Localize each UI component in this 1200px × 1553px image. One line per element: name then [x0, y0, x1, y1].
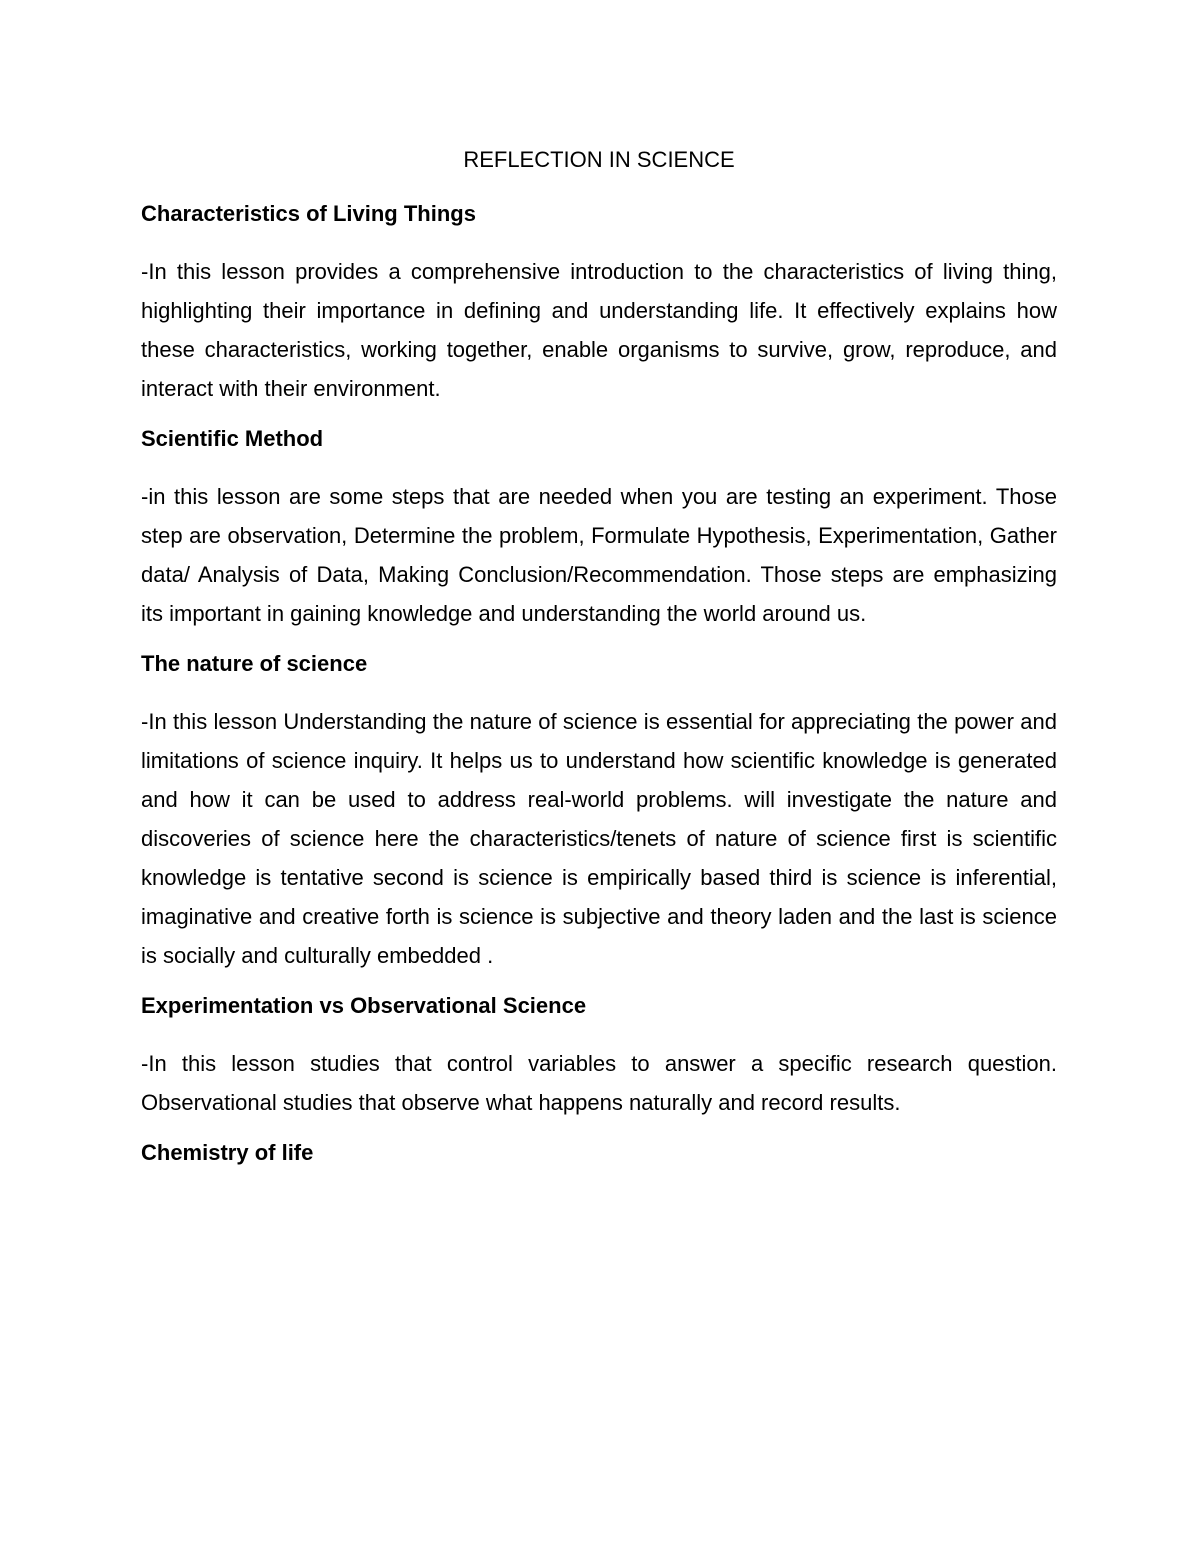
section-heading: Scientific Method [141, 426, 324, 451]
section-scientific-method [141, 423, 1057, 633]
section-heading: Chemistry of life [141, 1140, 314, 1165]
section-body: -In this lesson Understanding the nature of science is essential for appreciating the power and limitations of science inquiry. It helps us to understand how scientific knowledge is generated and how it can be used to address real-world problems. will investigate the nature and discoveries of science here the characteristics/tenets of nature of science first is scientific knowledge is tentative second is science is empirically based third is science is inferential, imaginative and creative forth is science is subjective and theory laden and the last is science is socially and culturally embedded . [141, 709, 1057, 968]
section-heading: Experimentation vs Observational Science [141, 993, 587, 1018]
section-characteristics-of-living-things [141, 198, 1057, 408]
section-experimentation-vs-observational [141, 990, 1057, 1122]
section-nature-of-science [141, 648, 1057, 975]
document-title: REFLECTION IN SCIENCE [463, 147, 735, 172]
section-heading: Characteristics of Living Things [141, 201, 476, 226]
section-body: -in this lesson are some steps that are needed when you are testing an experiment. Those step are observation, Determine the problem, Formulate Hypothesis, Experimentation, Gather data/ Analysis of Data, Making Conclusion/Recommendation. Those steps are emphasizing its important in gaining knowledge and understanding the world around us. [141, 484, 1057, 626]
section-body: -In this lesson studies that control variables to answer a specific research question. Observational studies that observe what happens naturally and record results. [141, 1051, 1057, 1115]
section-heading: The nature of science [141, 651, 368, 676]
section-body: -In this lesson provides a comprehensive introduction to the characteristics of living thing, highlighting their importance in defining and understanding life. It effectively explains how these characteristics, working together, enable organisms to survive, grow, reproduce, and interact with their environment. [141, 259, 1057, 401]
section-chemistry-of-life [141, 1137, 1057, 1169]
document-content [141, 144, 1057, 1191]
